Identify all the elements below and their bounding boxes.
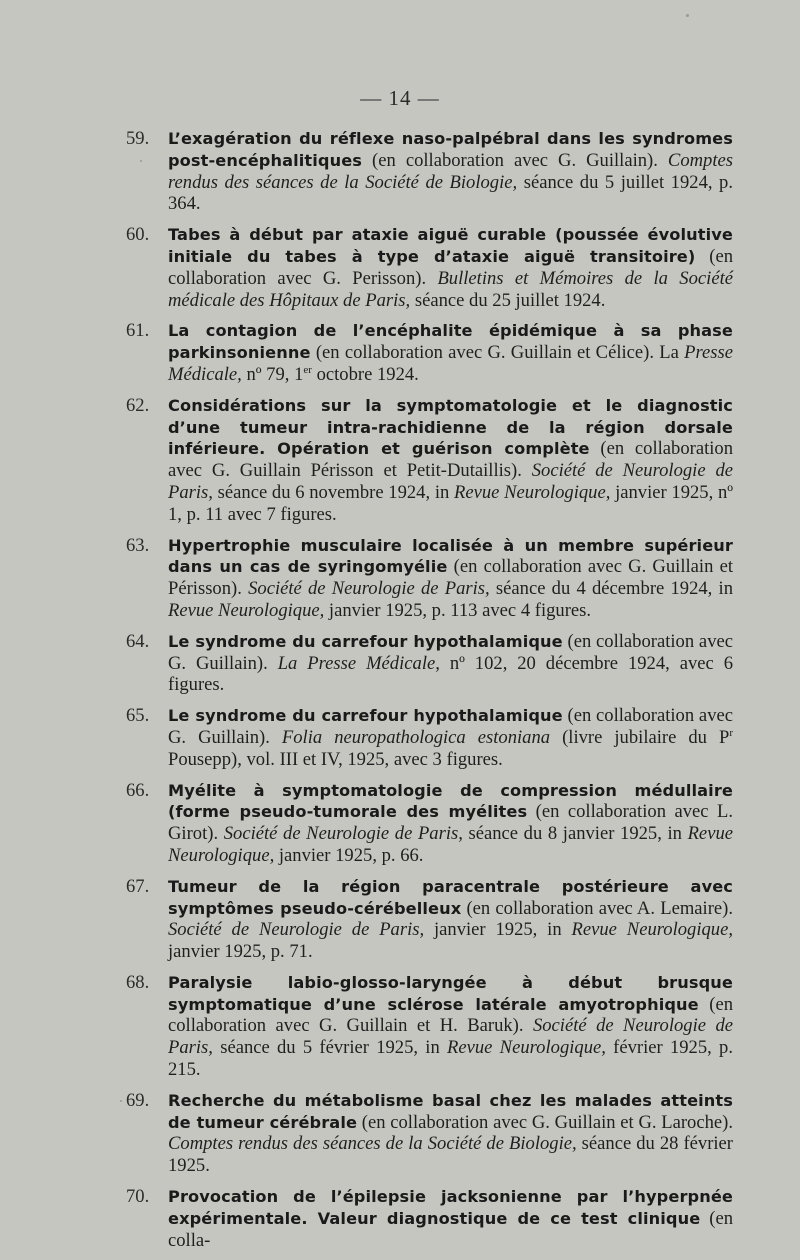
citation-text: (en collaboration avec G. Guillain Périsson et Petit-Dutaillis). xyxy=(168,438,734,482)
citation-journal: Revue Neurologique, xyxy=(447,1037,606,1059)
citation-text: séance du 4 décembre 1924, in xyxy=(489,578,734,600)
citation-text: (en collaboration avec G. Guillain). xyxy=(168,705,733,748)
citation-journal: Bulletins et Mémoires de la Société médicale des Hôpitaux de Paris, xyxy=(168,267,733,311)
bibliography-entry xyxy=(128,1090,733,1177)
entry-title: Considérations sur la symptomatologie et le diagnostic d’une tumeur intra-rachidienne de la région dorsale inférieure. Opération et guérison complète xyxy=(168,395,733,459)
paper-speck xyxy=(686,14,689,17)
page-number: — 14 — xyxy=(360,86,440,110)
citation-text: janvier 1925, in xyxy=(424,919,572,941)
bibliography-entry xyxy=(128,972,733,1081)
citation-text: (en collaboration avec A. Lemaire). xyxy=(461,897,733,919)
entry-title: Tabes à début par ataxie aiguë curable (poussée évolutive initiale du tabes à type d’ataxie aiguë transitoire) xyxy=(168,225,733,266)
entry-number: 63. xyxy=(126,534,150,556)
citation-journal: Revue Neurologique, xyxy=(571,919,734,941)
citation-text: (livre jubilaire du P xyxy=(550,726,730,748)
citation-text: séance du 5 février 1925, in xyxy=(212,1037,448,1059)
entry-title: Tumeur de la région paracentrale postérieure avec symptômes pseudo-cérébelleux xyxy=(168,876,733,918)
citation-journal: Revue Neurologique, xyxy=(454,481,611,503)
entry-number: 62. xyxy=(126,394,150,416)
citation-text: séance du 8 janvier 1925, in xyxy=(462,823,688,845)
citation-text: nº 79, 1 xyxy=(241,363,304,385)
entry-number: 64. xyxy=(126,630,150,652)
citation-text: séance du 28 février 1925. xyxy=(168,1133,733,1177)
bibliography-entry xyxy=(128,535,733,622)
entry-number: 66. xyxy=(126,779,150,801)
entry-title: La contagion de l’encéphalite épidémique à sa phase parkinsonienne xyxy=(168,321,733,363)
entry-title: Le syndrome du carrefour hypothalamique xyxy=(168,706,563,726)
citation-superscript: r xyxy=(729,726,734,739)
citation-text: (en collaboration avec G. Perisson). xyxy=(168,245,733,289)
citation-text: (en collaboration avec G. Guillain et Célice). La xyxy=(310,342,685,364)
citation-text: (en collaboration avec G. Guillain). xyxy=(362,149,668,171)
citation-text: séance du 5 juillet 1924, p. 364. xyxy=(168,171,733,215)
citation-text: janvier 1925, p. 71. xyxy=(168,941,313,963)
bibliography-entry xyxy=(128,876,733,963)
entry-title: Myélite à symptomatologie de compression médullaire (forme pseudo-tumorale des myélites xyxy=(168,780,733,822)
paper-speck xyxy=(120,1100,122,1102)
entry-title: Provocation de l’épilepsie jacksonienne par l’hyperpnée expérimentale. Valeur diagnostique de ce test clinique xyxy=(168,1187,733,1228)
bibliography-entry xyxy=(128,780,733,867)
bibliography-entry xyxy=(128,224,733,311)
entry-number: 61. xyxy=(126,320,150,342)
citation-text: (en collaboration avec G. Guillain et G. Laroche). xyxy=(357,1111,733,1133)
bibliography-list xyxy=(128,128,733,1260)
bibliography-entry xyxy=(128,395,733,526)
citation-text: (en collaboration avec G. Guillain et Périsson). xyxy=(168,556,733,600)
citation-journal: Folia neuropathologica estoniana xyxy=(281,726,551,748)
entry-number: 69. xyxy=(126,1089,150,1111)
citation-text: (en collaboration avec G. Guillain). xyxy=(168,630,733,674)
entry-title: Le syndrome du carrefour hypothalamique xyxy=(168,631,563,651)
entry-number: 65. xyxy=(126,705,150,727)
bibliography-entry xyxy=(128,705,733,770)
entry-number: 70. xyxy=(126,1186,150,1208)
citation-text: janvier 1925, nº 1, p. 11 avec 7 figures. xyxy=(168,481,734,525)
citation-text: (en collaboration avec L. Girot). xyxy=(168,801,734,845)
citation-journal: Revue Neurologique, xyxy=(168,823,733,866)
citation-journal: Société de Neurologie de Paris, xyxy=(248,578,490,600)
entry-number: 59. xyxy=(126,128,150,149)
citation-text: Pousepp), vol. III et IV, 1925, avec 3 figures. xyxy=(168,748,503,770)
paper-speck xyxy=(140,160,142,162)
bibliography-entry xyxy=(128,631,733,696)
citation-journal: Presse Médicale, xyxy=(168,342,733,385)
citation-journal: La Presse Médicale, xyxy=(277,652,440,674)
entry-title: L’exagération du réflexe naso-palpébral dans les syndromes post-encéphalitiques xyxy=(168,129,733,170)
citation-text: nº 102, 20 décembre 1924, avec 6 figures. xyxy=(168,652,733,696)
bibliography-entry xyxy=(128,320,733,385)
citation-text: séance du 25 juillet 1924. xyxy=(410,289,606,311)
entry-number: 60. xyxy=(126,224,150,246)
citation-journal: Comptes rendus des séances de la Société de Biologie, xyxy=(168,149,733,193)
citation-text: séance du 6 novembre 1924, in xyxy=(212,481,455,503)
citation-text: janvier 1925, p. 113 avec 4 figures. xyxy=(324,599,592,621)
bibliography-entry xyxy=(128,128,733,215)
entry-number: 68. xyxy=(126,971,150,993)
entry-title: Hypertrophie musculaire localisée à un membre supérieur dans un cas de syringomyélie xyxy=(168,535,733,577)
citation-text: (en collaboration avec G. Guillain et H. Baruk). xyxy=(168,993,733,1037)
citation-text: février 1925, p. 215. xyxy=(168,1037,733,1081)
entry-title: Paralysie labio-glosso-laryngée à début brusque symptomatique d’une sclérose latérale amyotrophique xyxy=(168,972,733,1014)
citation-journal: Société de Neurologie de Paris, xyxy=(223,823,463,845)
bibliography-entry xyxy=(128,1186,733,1251)
citation-text: janvier 1925, p. 66. xyxy=(274,844,424,866)
entry-title: Recherche du métabolisme basal chez les malades atteints de tumeur cérébrale xyxy=(168,1090,733,1132)
citation-journal: Société de Neurologie de Paris, xyxy=(168,1015,733,1059)
entry-number: 67. xyxy=(126,875,150,897)
citation-text: octobre 1924. xyxy=(311,363,419,385)
citation-text: (en colla- xyxy=(168,1207,733,1251)
citation-journal: Comptes rendus des séances de la Société de Biologie, xyxy=(168,1133,577,1155)
citation-superscript: er xyxy=(303,363,312,376)
citation-journal: Revue Neurologique, xyxy=(168,599,325,621)
citation-journal: Société de Neurologie de Paris, xyxy=(168,919,425,941)
citation-journal: Société de Neurologie de Paris, xyxy=(168,460,733,503)
